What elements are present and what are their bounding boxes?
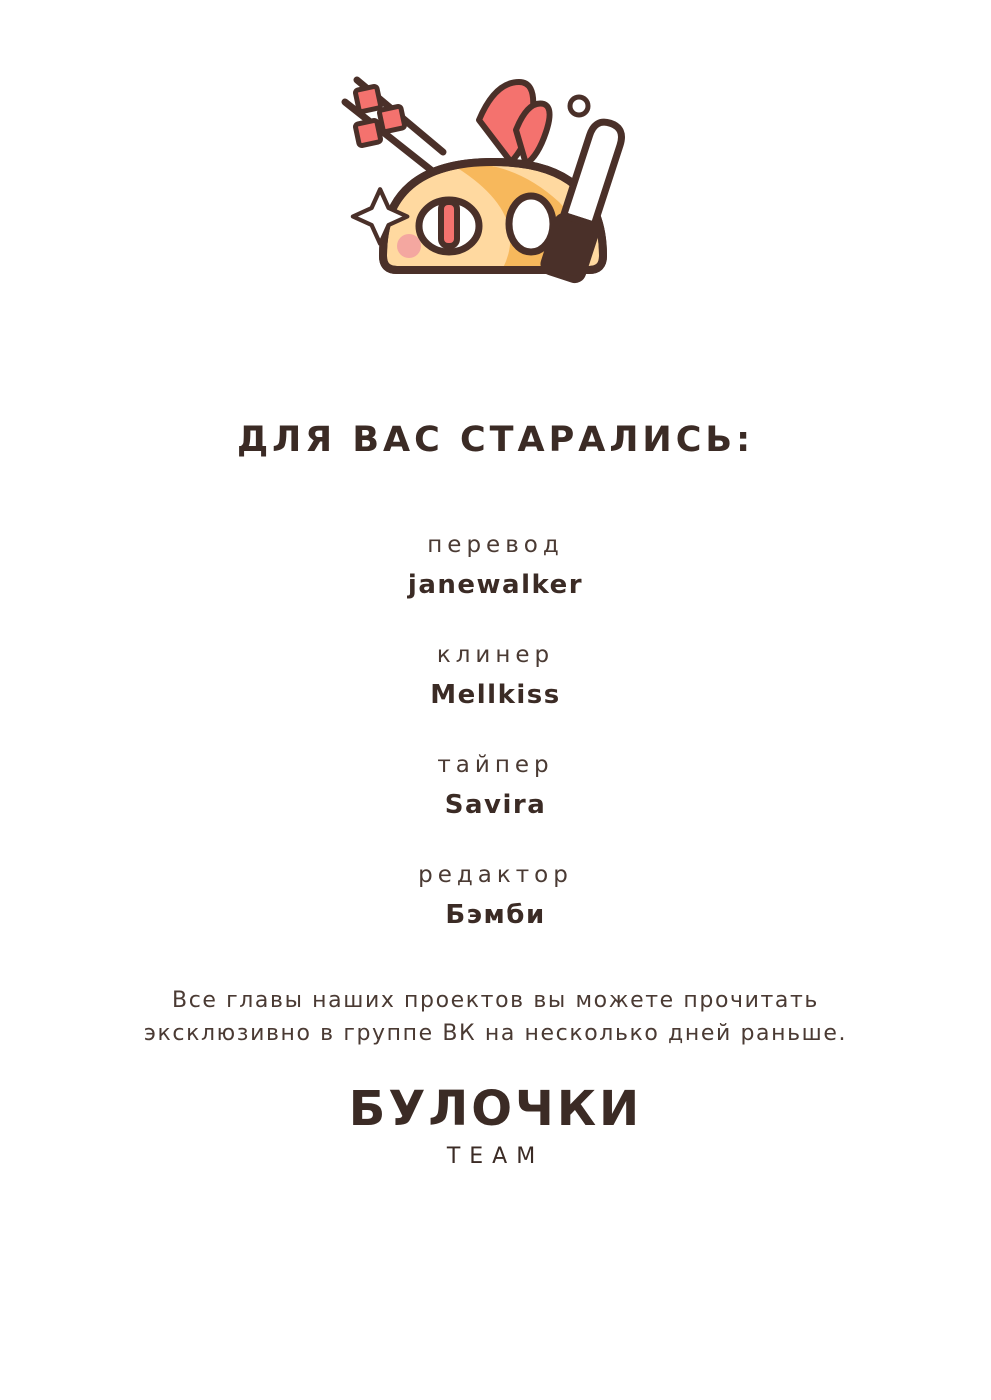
promo-note-line-2: эксклюзивно в группе ВК на несколько дней раньше. <box>143 1021 848 1046</box>
logo-container <box>331 60 661 320</box>
promo-note-line-1: Все главы наших проектов вы можете прочитать <box>172 988 819 1013</box>
credit-name: Mellkiss <box>430 680 561 710</box>
credits-list <box>0 532 991 972</box>
credit-role: тайпер <box>437 752 554 778</box>
footer-brand <box>348 1081 643 1170</box>
credit-name: janewalker <box>407 570 584 600</box>
credit-role: редактор <box>418 862 573 888</box>
credit-item <box>430 642 561 710</box>
credit-item <box>418 862 573 930</box>
credit-name: Бэмби <box>445 900 546 930</box>
credit-role: клинер <box>436 642 555 668</box>
brand-subtitle: TEAM <box>446 1144 545 1170</box>
credit-role: перевод <box>427 532 564 558</box>
page-title: ДЛЯ ВАС СТАРАЛИСЬ: <box>236 420 755 460</box>
bun-mascot-icon <box>331 60 661 320</box>
credit-item <box>408 532 583 600</box>
brand-name: БУЛОЧКИ <box>348 1081 643 1137</box>
credit-item <box>437 752 553 820</box>
credit-name: Savira <box>444 790 547 820</box>
promo-note <box>56 984 936 1050</box>
